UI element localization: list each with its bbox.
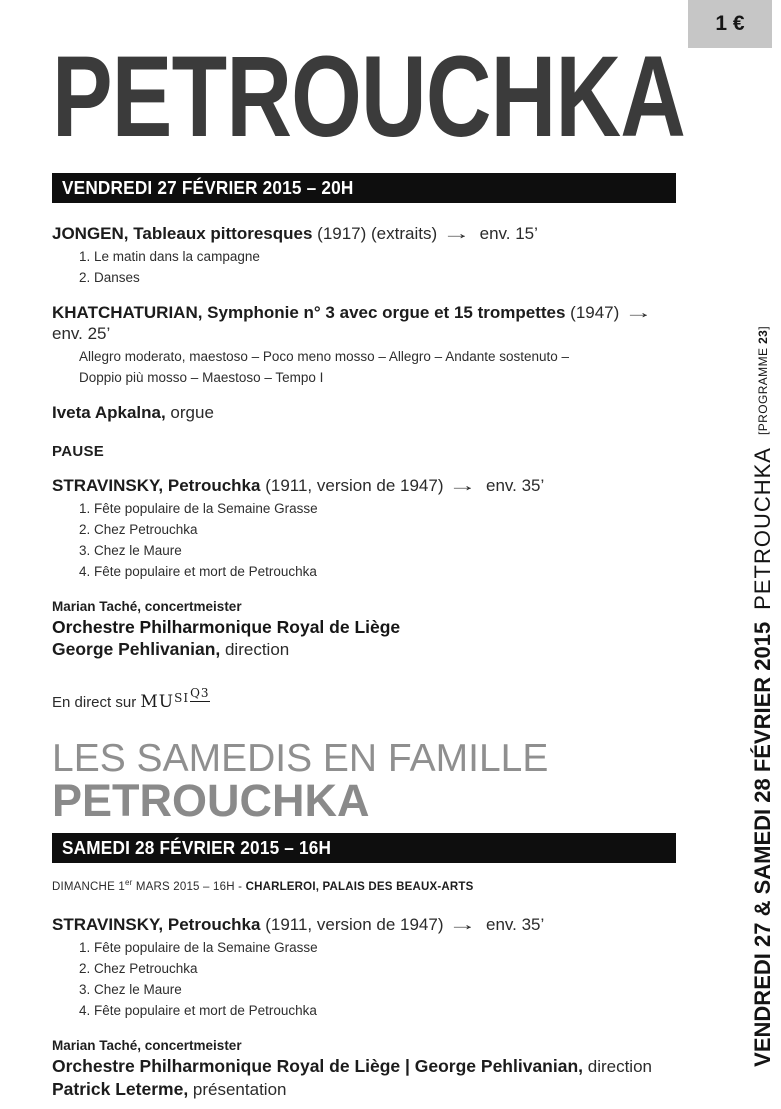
conductor-line	[52, 638, 685, 661]
date-bar-concert2	[52, 833, 676, 863]
broadcast-prefix: En direct sur	[52, 694, 141, 711]
work-heading-stravinsky-2	[52, 914, 685, 935]
work-details: (1911, version de 1947)	[265, 914, 444, 934]
date-bar-concert1	[52, 173, 676, 203]
movement-item: 3. Chez le Maure	[94, 540, 685, 561]
movement-item: 4. Fête populaire et mort de Petrouchka	[94, 561, 685, 582]
work-heading-stravinsky	[52, 475, 685, 496]
musiq3-logo-si: SI	[174, 691, 190, 705]
movement-item: 2. Chez Petrouchka	[94, 519, 685, 540]
spine-programme	[756, 326, 770, 435]
spine-dates: VENDREDI 27 & SAMEDI 28 FÉVRIER 2015	[750, 621, 775, 1067]
work-duration: env. 35’	[485, 914, 545, 934]
series-title: LES SAMEDIS EN FAMILLE	[52, 737, 549, 780]
movement-item: 4. Fête populaire et mort de Petrouchka	[94, 1000, 685, 1021]
movement-item: 1. Le matin dans la campagne	[94, 246, 685, 267]
sidebar-spine-text	[750, 326, 776, 1067]
soloist-line	[52, 402, 685, 424]
arrow-right-icon: →	[624, 303, 653, 322]
movement-item: 3. Chez le Maure	[94, 979, 685, 1000]
movements-list-stravinsky	[52, 498, 685, 582]
orchestra-conductor-line	[52, 1055, 685, 1078]
credits-concert2	[52, 1037, 685, 1101]
arrow-right-icon: →	[448, 914, 478, 934]
page-title: PETROUCHKA	[52, 33, 686, 161]
movement-item: 1. Fête populaire de la Semaine Grasse	[94, 498, 685, 519]
conductor-role: direction	[220, 640, 290, 659]
date-bar-concert1-label: VENDREDI 27 FÉVRIER 2015 – 20H	[62, 177, 354, 198]
date-bar-concert2-label: SAMEDI 28 FÉVRIER 2015 – 16H	[62, 837, 332, 858]
price-label: 1 €	[715, 12, 745, 35]
movement-item: 2. Chez Petrouchka	[94, 958, 685, 979]
extra-date-ordinal: er	[124, 878, 133, 887]
conductor-role: direction	[583, 1056, 652, 1076]
extra-date-part2: MARS 2015 – 16H -	[132, 880, 246, 893]
extra-date-venue: CHARLEROI, PALAIS DES BEAUX-ARTS	[245, 880, 474, 893]
work-heading-khatchaturian	[52, 302, 685, 344]
work-composer-title: KHATCHATURIAN, Symphonie n° 3 avec orgue et 15 trompettes	[52, 303, 566, 322]
price-badge	[688, 0, 772, 48]
work-composer-title: STRAVINSKY, Petrouchka	[52, 914, 261, 934]
work-composer-title: JONGEN, Tableaux pittoresques	[52, 224, 313, 243]
movement-item: 1. Fête populaire de la Semaine Grasse	[94, 937, 685, 958]
musiq3-logo-mu: MU	[140, 692, 175, 712]
orchestra-line: Orchestre Philharmonique Royal de Liège	[52, 617, 401, 637]
spine-programme-number: 23	[756, 329, 770, 345]
series-name: PETROUCHKA	[52, 775, 370, 826]
movements-list-stravinsky-2	[52, 937, 685, 1021]
work-duration: env. 15’	[479, 224, 538, 243]
work-heading-jongen	[52, 223, 685, 244]
musiq3-logo-q3: Q3	[190, 686, 210, 700]
broadcast-line	[52, 683, 685, 713]
conductor-name: George Pehlivanian,	[52, 639, 221, 659]
presenter-line	[52, 1078, 685, 1101]
work-duration: env. 35’	[485, 476, 545, 495]
work-details: (1947)	[570, 303, 620, 322]
spine-programme-suffix: ]	[756, 326, 770, 330]
movement-item: 2. Danses	[94, 267, 685, 288]
extra-date-line	[52, 876, 685, 894]
credits-concert1	[52, 598, 685, 661]
pause-label: PAUSE	[52, 443, 105, 460]
soloist-role: orgue	[165, 403, 214, 422]
arrow-right-icon: →	[448, 476, 478, 495]
concertmeister-line: Marian Taché, concertmeister	[52, 1037, 242, 1053]
spine-programme-prefix: [PROGRAMME	[756, 344, 770, 436]
work-duration: env. 25’	[52, 324, 111, 343]
presenter-name: Patrick Leterme,	[52, 1078, 189, 1099]
soloist-name: Iveta Apkalna,	[52, 403, 166, 422]
orchestra-conductor-names: Orchestre Philharmonique Royal de Liège | George Pehlivanian,	[52, 1055, 584, 1076]
concertmeister-line: Marian Taché, concertmeister	[52, 599, 242, 614]
page-content	[0, 33, 781, 1101]
arrow-right-icon: →	[441, 224, 471, 243]
movement-line: Doppio più mosso – Maestoso – Tempo I	[79, 370, 324, 385]
musiq3-logo	[140, 686, 210, 712]
spine-title: PETROUCHKA	[750, 447, 775, 610]
movements-list-jongen	[52, 246, 685, 288]
presenter-role: présentation	[188, 1079, 287, 1099]
work-details: (1917) (extraits)	[317, 224, 438, 243]
movement-line: Allegro moderato, maestoso – Poco meno mosso – Allegro – Andante sostenuto –	[79, 349, 570, 364]
extra-date-part1: DIMANCHE 1	[52, 880, 125, 893]
movement-lines-khatchaturian	[52, 346, 685, 388]
work-details: (1911, version de 1947)	[265, 476, 444, 495]
work-composer-title: STRAVINSKY, Petrouchka	[52, 476, 261, 495]
